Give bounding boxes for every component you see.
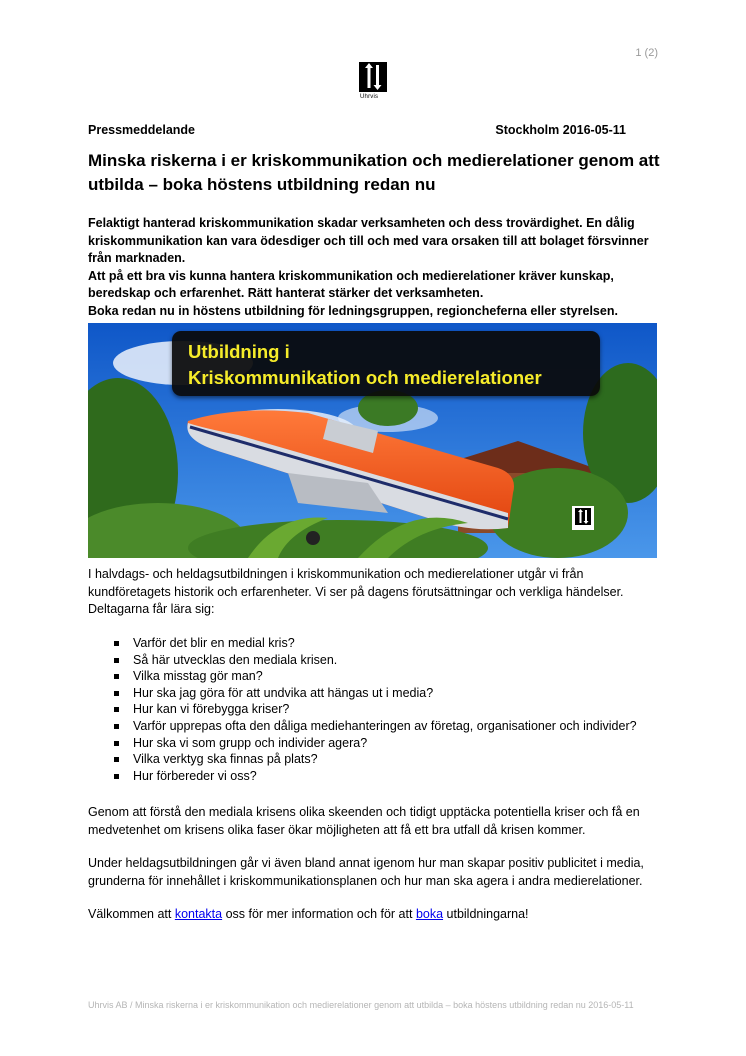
closing-text: oss för mer information och för att	[222, 907, 416, 921]
lead-line: Felaktigt hanterad kriskommunikation skadar verksamheten och dess trovärdighet. En dålig kriskommunikation kan vara ödesdiger och till och med vara orsaken till att bolaget försvinner från marknaden.	[88, 216, 649, 266]
lead-line: Boka redan nu in höstens utbildning för ledningsgruppen, regioncheferna eller styrelsen.	[88, 303, 618, 318]
list-item: Vilka misstag gör man?	[88, 668, 688, 685]
press-release-label: Pressmeddelande	[88, 123, 195, 137]
list-item: Hur ska vi som grupp och individer agera?	[88, 735, 688, 752]
page-number: 1 (2)	[635, 47, 658, 59]
banner-title-line1: Utbildning i	[188, 341, 290, 362]
list-item: Hur kan vi förebygga kriser?	[88, 701, 688, 718]
banner-title-line2: Kriskommunikation och medierelationer	[188, 367, 542, 388]
paragraph-full-day: Under heldagsutbildningen går vi även bland annat igenom hur man skapar positiv publicitet i media, grunderna för innehållet i kriskommunikationsplanen och hur man ska agera i andra medierelationer.	[88, 856, 644, 888]
intro-paragraph: I halvdags- och heldagsutbildningen i kriskommunikation och medierelationer utgår vi från kundföretagets historik och erfarenheter. Vi ser på dagens förutsättningar och verkliga händelser. Deltagarna får lära sig:	[88, 567, 624, 617]
lead-line: Att på ett bra vis kunna hantera kriskommunikation och medierelationer kräver kunskap, beredskap och erfarenhet. Rätt hanterat stärker det verksamheten.	[88, 268, 614, 301]
bullet-list	[88, 635, 688, 784]
closing-text: Välkommen att	[88, 907, 175, 921]
list-item: Varför upprepas ofta den dåliga mediehanteringen av företag, organisationer och individer?	[88, 718, 688, 735]
closing-paragraph	[88, 906, 668, 924]
contact-link[interactable]: kontakta	[174, 907, 223, 921]
banner-image	[88, 323, 657, 558]
logo-text: Uhrvis	[360, 94, 379, 100]
book-link[interactable]: boka	[415, 907, 444, 921]
banner-title-box	[172, 331, 600, 396]
list-item: Hur förbereder vi oss?	[88, 768, 688, 785]
lead-paragraph	[88, 215, 668, 321]
headline: Minska riskerna i er kriskommunikation och medierelationer genom att utbilda – boka höstens utbildning redan nu	[88, 151, 660, 194]
closing-text: utbildningarna!	[443, 907, 529, 921]
list-item: Varför det blir en medial kris?	[88, 635, 688, 652]
list-item: Så här utvecklas den mediala krisen.	[88, 652, 688, 669]
list-item: Hur ska jag göra för att undvika att hängas ut i media?	[88, 685, 688, 702]
header-row	[88, 123, 626, 137]
page-footer: Uhrvis AB / Minska riskerna i er kriskommunikation och medierelationer genom att utbilda – boka höstens utbildning redan nu 2016-05-11	[88, 1000, 634, 1010]
place-date: Stockholm 2016-05-11	[495, 123, 626, 137]
list-item: Vilka verktyg ska finnas på plats?	[88, 751, 688, 768]
paragraph-understanding: Genom att förstå den mediala krisens olika skeenden och tidigt upptäcka potentiella kriser och få en medvetenhet om krisens olika faser ökar möjligheten att få ett bra utfall då krisen kommer.	[88, 805, 640, 837]
